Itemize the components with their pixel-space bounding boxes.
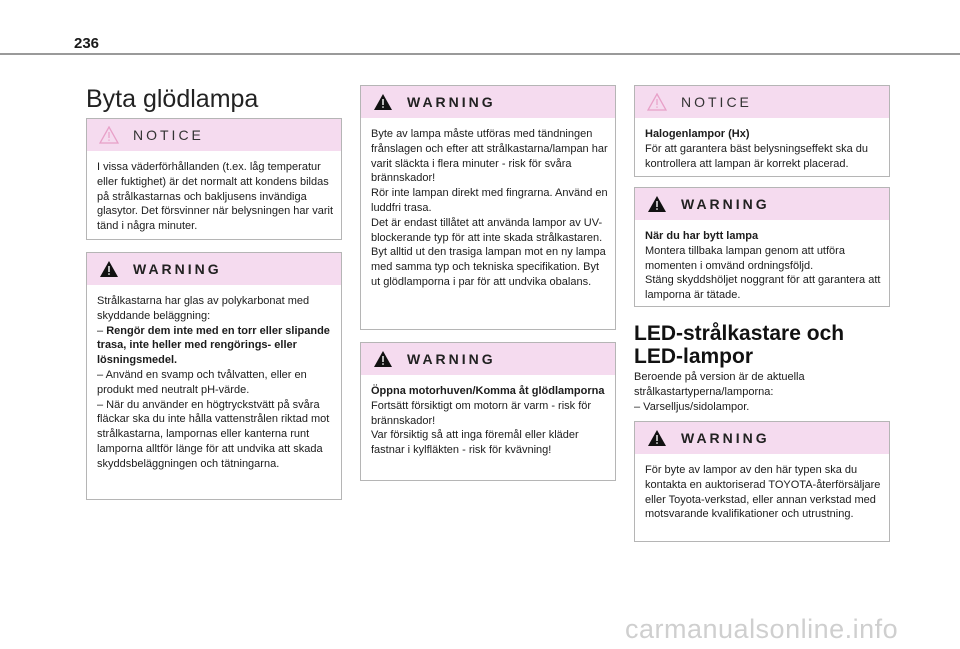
warning-paragraph: Byt alltid ut den trasiga lampan mot en ny lampa med samma typ och tekniska specifikation. Byt ut glödlamporna i par för att undvika obalans. — [371, 246, 606, 288]
led-list-item: – Varselljus/sidolampor. — [634, 400, 750, 413]
warning-title: WARNING — [407, 351, 496, 367]
warning-title: WARNING — [133, 261, 222, 277]
page-title: Byta glödlampa — [86, 85, 259, 113]
warning-item-3: – När du använder en högtryckstvätt på svåra fläckar ska du inte hålla vattenstrålen riktad mot strålkastarna, lampornas eller kanterna runt lamporna alltför länge för att undvika att skada skyddsbeläggningen och tätningarna. — [97, 398, 330, 470]
warning-header — [361, 343, 615, 375]
warning-paragraph: Det är endast tillåtet att använda lampor av UV-blockerande typ för att inte skada strålkastaren. — [371, 216, 603, 244]
led-intro-block — [634, 370, 890, 414]
warning-item-1-text: Rengör dem inte med en torr eller slipande trasa, inte heller med rengörings- eller lösningsmedel. — [97, 324, 330, 367]
warning-paragraph: Rör inte lampan direkt med fingrarna. Använd en luddfri trasa. — [371, 187, 608, 214]
warning-body — [361, 375, 615, 466]
led-section-heading: LED-strålkastare och LED-lampor — [634, 322, 845, 368]
warning-box-after-change — [634, 187, 890, 307]
watermark: carmanualsonline.info — [625, 614, 899, 644]
warning-paragraph: Byte av lampa måste utföras med tändningen frånslagen och efter att strålkastarna/lampan har varit släckta i flera minuter - risk för svåra brännskador! — [371, 128, 608, 185]
warning-header — [87, 253, 341, 285]
warning-header — [635, 422, 889, 454]
warning-item-2: – Använd en svamp och tvålvatten, eller en produkt med neutralt pH-värde. — [97, 368, 307, 396]
notice-title: NOTICE — [681, 94, 752, 110]
led-intro-text: Beroende på version är de aktuella strålkastartyperna/lamporna: — [634, 371, 805, 398]
warning-text: För byte av lampor av den här typen ska du kontakta en auktoriserad TOYOTA-återförsäljare eller Toyota-verkstad, eller annan verkstad med motsvarande kvalifikationer och utrustning. — [645, 464, 881, 521]
warning-subheading: När du har bytt lampa — [645, 230, 759, 242]
warning-box-polycarbonate — [86, 252, 342, 500]
warning-title: WARNING — [407, 94, 496, 110]
notice-triangle-icon — [647, 93, 667, 111]
notice-header — [635, 86, 889, 118]
warning-intro: Strålkastarna har glas av polykarbonat med skyddande beläggning: — [97, 295, 310, 322]
notice-text: I vissa väderförhållanden (t.ex. låg temperatur eller fuktighet) är det normalt att kondens bildas på strålkastarnas och bakljusens invändiga glasytor. Det försvinner när belysningen har varit tänd i några minuter. — [97, 161, 334, 233]
notice-text: För att garantera bäst belysningseffekt ska du kontrollera att lampan är korrekt placerad. — [645, 142, 868, 170]
warning-box-engine-hood — [360, 342, 616, 481]
notice-body — [635, 118, 889, 179]
warning-body — [361, 118, 615, 298]
warning-body — [635, 454, 889, 530]
warning-header — [635, 188, 889, 220]
notice-subheading: Halogenlampor (Hx) — [645, 128, 750, 140]
warning-box-bulb-change — [360, 85, 616, 330]
notice-title: NOTICE — [133, 127, 204, 143]
warning-paragraph: Fortsätt försiktigt om motorn är varm - risk för brännskador! — [371, 399, 592, 427]
warning-title: WARNING — [681, 430, 770, 446]
warning-paragraph: Stäng skyddshöljet noggrant för att garantera att lamporna är tätade. — [645, 274, 881, 302]
notice-triangle-icon — [99, 126, 119, 144]
warning-triangle-icon — [99, 260, 119, 278]
warning-paragraph: Var försiktig så att inga föremål eller kläder fastnar i kylfläkten - risk för kvävning! — [371, 429, 579, 457]
warning-box-led — [634, 421, 890, 542]
notice-box-condensation — [86, 118, 342, 240]
warning-item-1-dash: – — [97, 324, 104, 337]
notice-header — [87, 119, 341, 151]
top-divider — [0, 53, 960, 55]
warning-triangle-icon — [647, 429, 667, 447]
warning-body — [87, 285, 341, 480]
page-number: 236 — [74, 35, 100, 52]
notice-box-halogen — [634, 85, 890, 177]
warning-paragraph: Montera tillbaka lampan genom att utföra momenten i omvänd ordningsföljd. — [645, 244, 845, 272]
warning-triangle-icon — [373, 93, 393, 111]
warning-body — [635, 220, 889, 311]
warning-triangle-icon — [373, 350, 393, 368]
warning-triangle-icon — [647, 195, 667, 213]
notice-body — [87, 151, 341, 242]
warning-item-1 — [97, 324, 335, 368]
warning-subheading: Öppna motorhuven/Komma åt glödlamporna — [371, 385, 605, 397]
warning-header — [361, 86, 615, 118]
warning-title: WARNING — [681, 196, 770, 212]
